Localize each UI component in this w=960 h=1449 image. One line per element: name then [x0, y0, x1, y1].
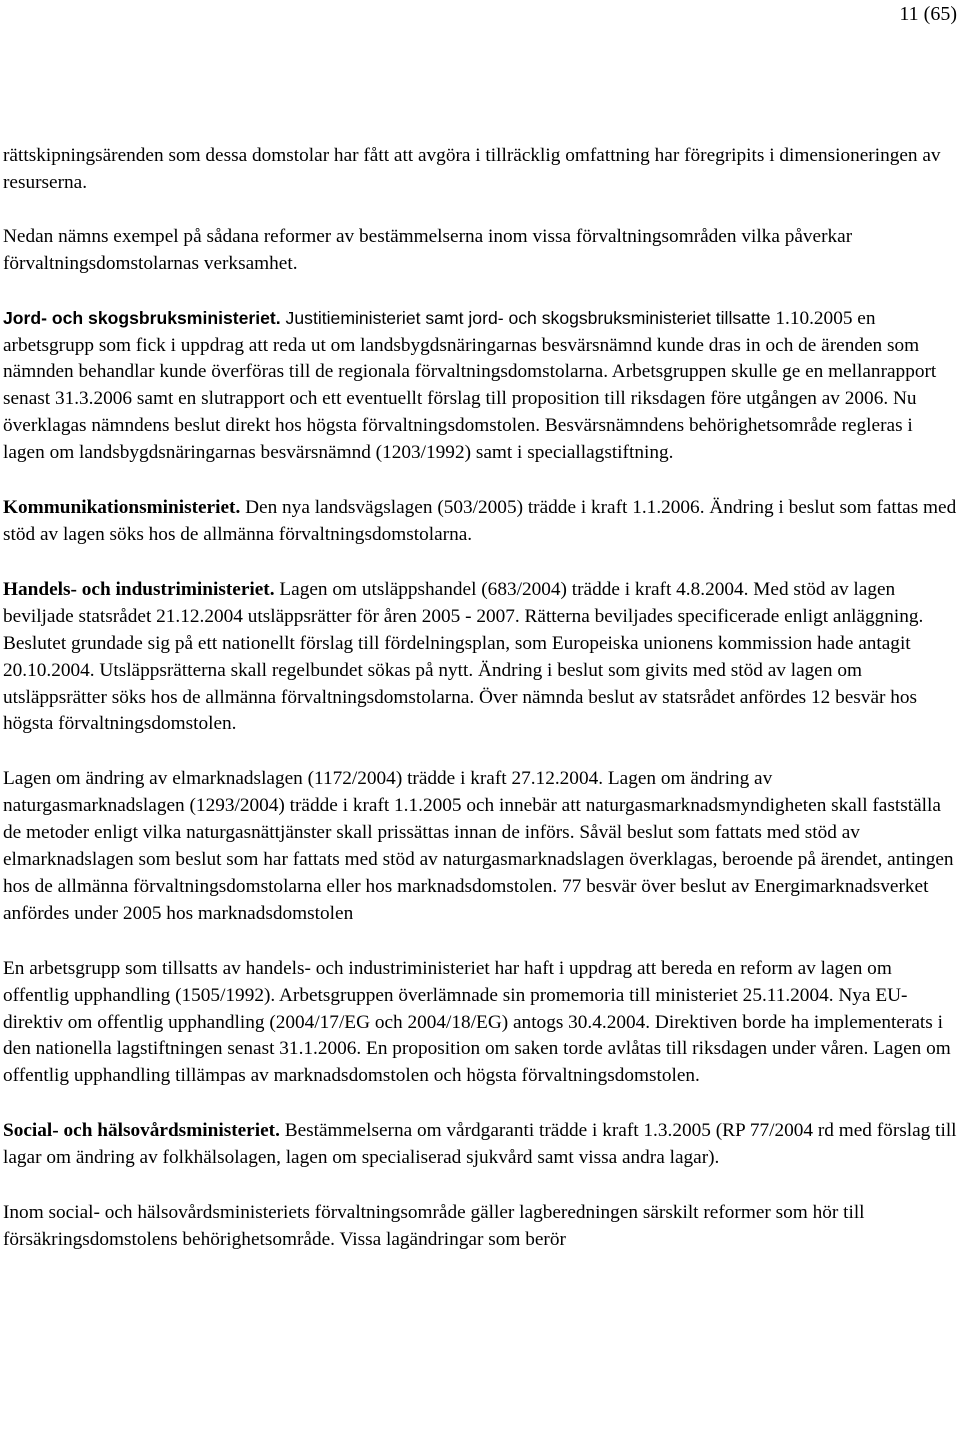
paragraph-public-procurement [3, 956, 958, 1091]
paragraph-reforms-intro [3, 224, 958, 278]
section-lead-text: Justitieministeriet samt jord- och skogsbruksministeriet tillsatte [280, 307, 771, 328]
paragraph-text: Lagen om utsläppshandel (683/2004) trädde i kraft 4.8.2004. Med stöd av lagen beviljade statsrådet 21.12.2004 utsläppsrätter för åren 2005 - 2007. Rätterna beviljades specificerade enligt anläggning. Beslutet grundade sig på ett nationellt förslag till fördelningsplan, som Europeiska unionens kommission hade antagit 20.10.2004. Utsläppsrätterna skall regelbundet sökas på nytt. Ändring i beslut som givits med stöd av lagen om utsläppsrätter söks hos de allmänna förvaltningsdomstolarna. Över nämnda beslut av statsrådet anfördes 12 besvär hos högsta förvaltningsdomstolen. [3, 578, 924, 735]
page-number: 11 (65) [899, 3, 957, 25]
paragraph-trade-industry-ministry [3, 577, 958, 738]
section-lead-heading: Kommunikationsministeriet. [3, 497, 241, 519]
paragraph-social-health-ministry [3, 1118, 958, 1172]
section-lead-heading: Jord- och skogsbruksministeriet. [3, 307, 281, 328]
paragraph-electricity-gas-markets [3, 766, 958, 927]
paragraph-text: Nedan nämns exempel på sådana reformer av bestämmelserna inom vissa förvaltningsområden vilka påverkar förvaltningsdomstolarnas verksamhet. [3, 225, 853, 274]
paragraph-text: Bestämmelserna om vårdgaranti trädde i kraft 1.3.2005 (RP 77/2004 rd med förslag till lagar om ändring av folkhälsolagen, lagen om specialiserad sjukvård samt vissa andra lagar). [3, 1120, 957, 1169]
paragraph-text: En arbetsgrupp som tillsatts av handels- och industriministeriet har haft i uppdrag att bereda en reform av lagen om offentlig upphandling (1505/1992). Arbetsgruppen överlämnade sin promemoria till ministeriet 25.11.2004. Nya EU-direktiv om offentlig upphandling (2004/17/EG och 2004/18/EG) antogs 30.4.2004. Direktiven borde ha implementerats i den nationella lagstiftningen senast 31.1.2006. En proposition om saken torde avlåtas till riksdagen under våren. Lagen om offentlig upphandling tillämpas av marknadsdomstolen och högsta förvaltningsdomstolen. [3, 957, 951, 1087]
paragraph-agriculture-ministry [3, 305, 958, 467]
paragraph-text: Inom social- och hälsovårdsministeriets förvaltningsområde gäller lagberedningen särskilt reformer som hör till försäkringsdomstolens behörighetsområde. Vissa lagändringar som berör [3, 1202, 865, 1250]
paragraph-resources [3, 143, 958, 197]
paragraph-social-health-reforms [3, 1200, 958, 1254]
paragraph-text: Lagen om ändring av elmarknadslagen (1172/2004) trädde i kraft 27.12.2004. Lagen om ändring av naturgasmarknadslagen (1293/2004) trädde i kraft 1.1.2005 och innebär att naturgasmarknadsmyndigheten skall fastställa de metoder enligt vilka naturgasnättjänster skall prissättas innan de införs. Såväl beslut som fattats med stöd av elmarknadslagen som beslut som har fattats med stöd av naturgasmarknadslagen överklagas, beroende på ärendet, antingen hos de allmänna förvaltningsdomstolarna eller hos marknadsdomstolen. 77 besvär över beslut av Energimarknadsverket anfördes under 2005 hos marknadsdomstolen [3, 768, 954, 924]
section-lead-heading: Social- och hälsovårdsministeriet. [3, 1120, 280, 1142]
document-body [3, 143, 958, 1254]
paragraph-text: Den nya landsvägslagen (503/2005) trädde i kraft 1.1.2006. Ändring i beslut som fattas med stöd av lagen söks hos de allmänna förvaltningsdomstolarna. [3, 497, 957, 545]
paragraph-text: rättskipningsärenden som dessa domstolar har fått att avgöra i tillräcklig omfattning har föregripits i dimensioneringen av resurserna. [3, 145, 941, 193]
paragraph-communications-ministry [3, 495, 958, 549]
section-lead-heading: Handels- och industriministeriet. [3, 578, 275, 600]
paragraph-text: 1.10.2005 en arbetsgrupp som fick i uppdrag att reda ut om landsbygdsnäringarnas besvärsnämnd kunde dras in och de ärenden som nämnden behandlar kunde överföras till de regionala förvaltningsdomstolarna. Arbetsgruppen skulle ge en mellanrapport senast 31.3.2006 samt en slutrapport och ett eventuellt förslag till proposition till riksdagen före utgången av 2006. Nu överklagas nämndens beslut direkt hos högsta förvaltningsdomstolen. Besvärsnämndens behörighetsområde regleras i lagen om landsbygdsnäringarnas besvärsnämnd (1203/1992) samt i speciallagstiftning. [3, 307, 937, 464]
